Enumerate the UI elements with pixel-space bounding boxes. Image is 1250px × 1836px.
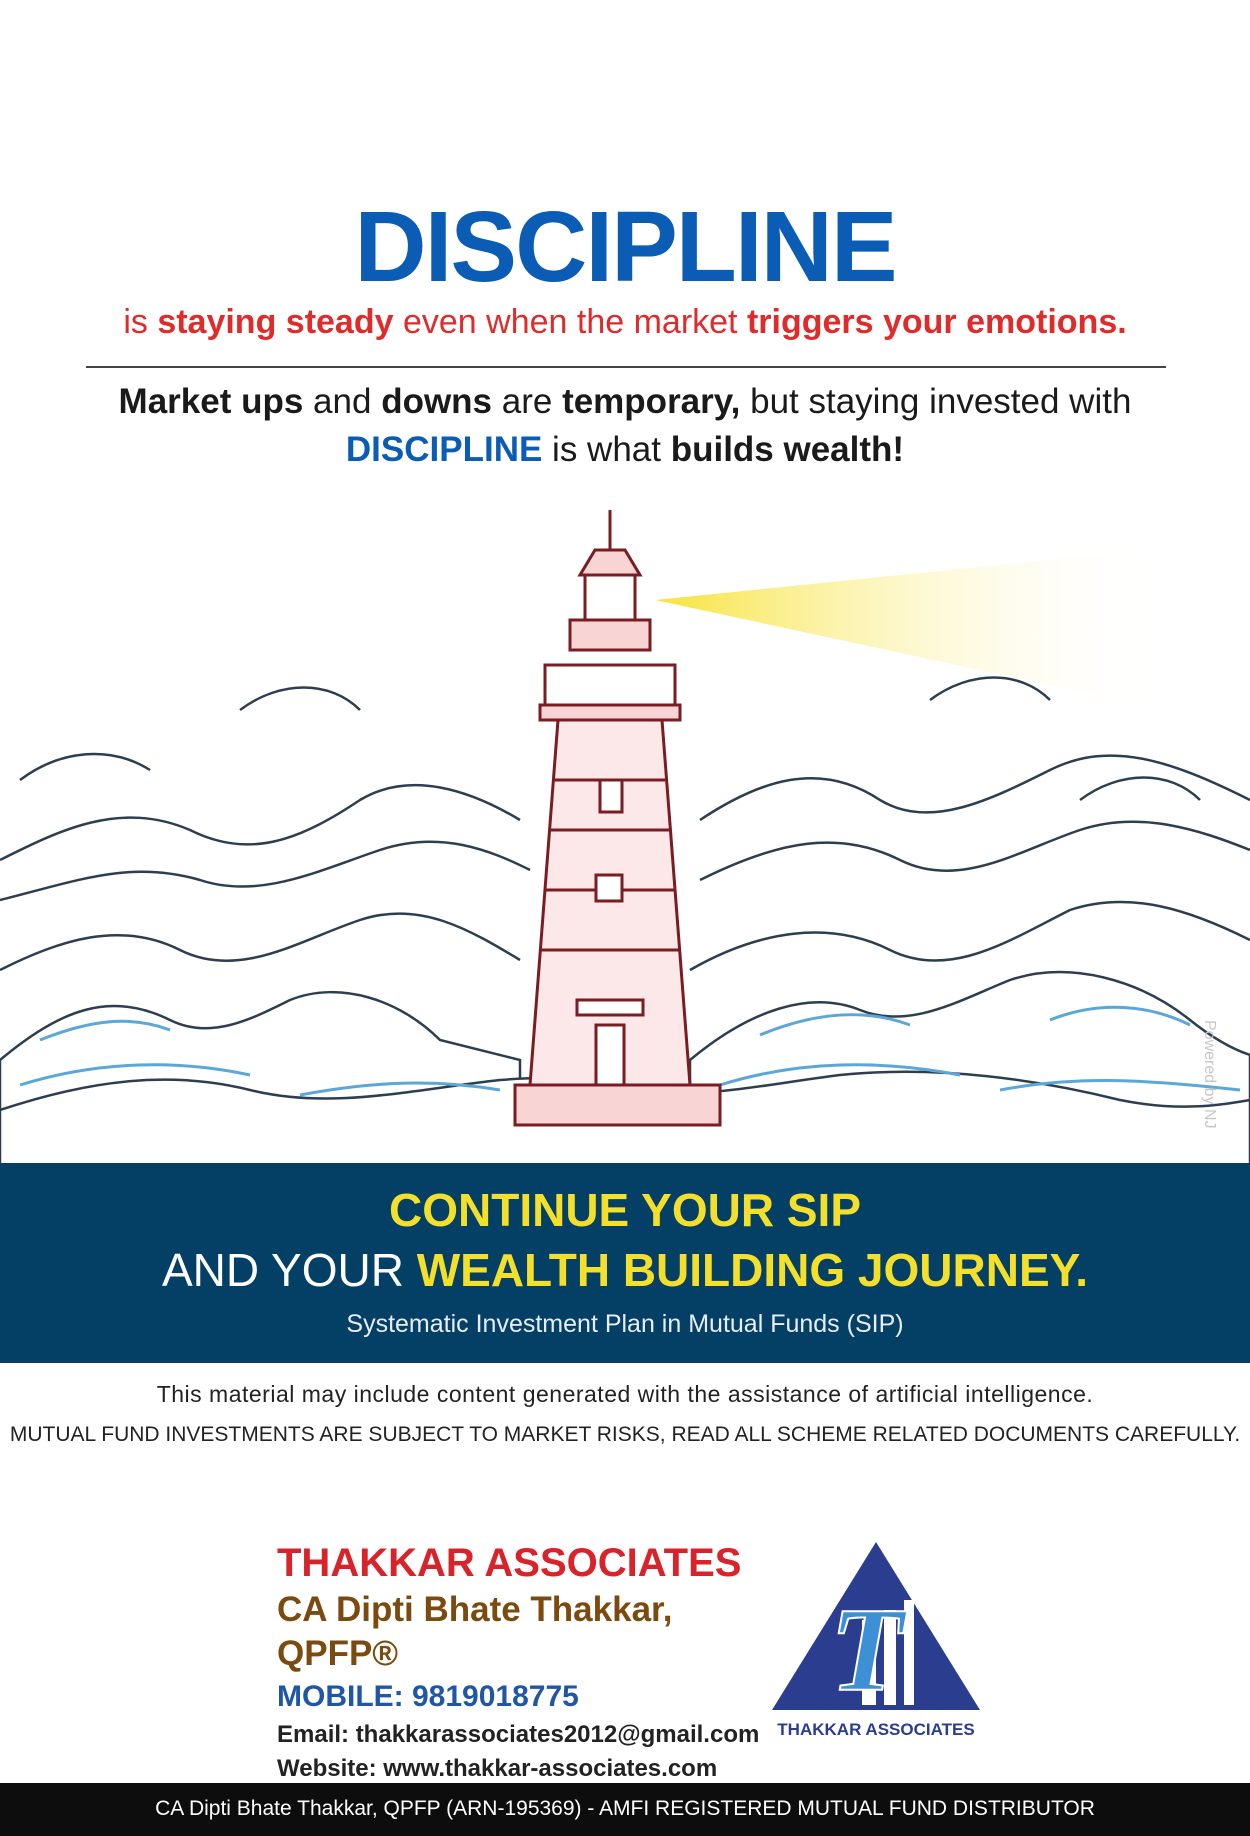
light-beam <box>655 548 1165 710</box>
subheadline: is staying steady even when the market triggers your emotions. <box>123 303 1127 341</box>
cta-subline: Systematic Investment Plan in Mutual Funds (SIP) <box>346 1310 904 1338</box>
headline: DISCIPLINE <box>354 191 896 303</box>
logo-caption: THAKKAR ASSOCIATES <box>777 1720 975 1739</box>
thakkar-associates-logo <box>770 1540 982 1740</box>
contact-block <box>277 1538 797 1786</box>
website-link[interactable]: Website: www.thakkar-associates.com <box>277 1755 718 1782</box>
footer-text: CA Dipti Bhate Thakkar, QPFP (ARN-195369) - AMFI REGISTERED MUTUAL FUND DISTRIBUTOR <box>155 1797 1095 1820</box>
tagline: Market ups and downs are temporary, but staying invested with DISCIPLINE is what builds wealth! <box>118 382 1132 469</box>
cta-line-2: AND YOUR WEALTH BUILDING JOURNEY. <box>161 1244 1089 1296</box>
email-address[interactable]: Email: thakkarassociates2012@gmail.com <box>277 1721 760 1748</box>
advisor-name: CA Dipti Bhate Thakkar, QPFP® <box>277 1590 673 1673</box>
mobile-number[interactable]: MOBILE: 9819018775 <box>277 1680 579 1713</box>
powered-by-watermark: Powered by NJ <box>1201 1020 1218 1129</box>
logo-letter: T <box>830 1583 904 1716</box>
divider <box>86 366 1166 368</box>
risk-disclaimer: MUTUAL FUND INVESTMENTS ARE SUBJECT TO MARKET RISKS, READ ALL SCHEME RELATED DOCUMENTS CAREFULLY. <box>9 1423 1241 1446</box>
lighthouse-illustration <box>0 500 1250 1165</box>
ai-disclaimer: This material may include content generated with the assistance of artificial intelligence. <box>156 1381 1094 1407</box>
cta-line-1: CONTINUE YOUR SIP <box>389 1184 861 1236</box>
firm-name: THAKKAR ASSOCIATES <box>277 1541 742 1585</box>
